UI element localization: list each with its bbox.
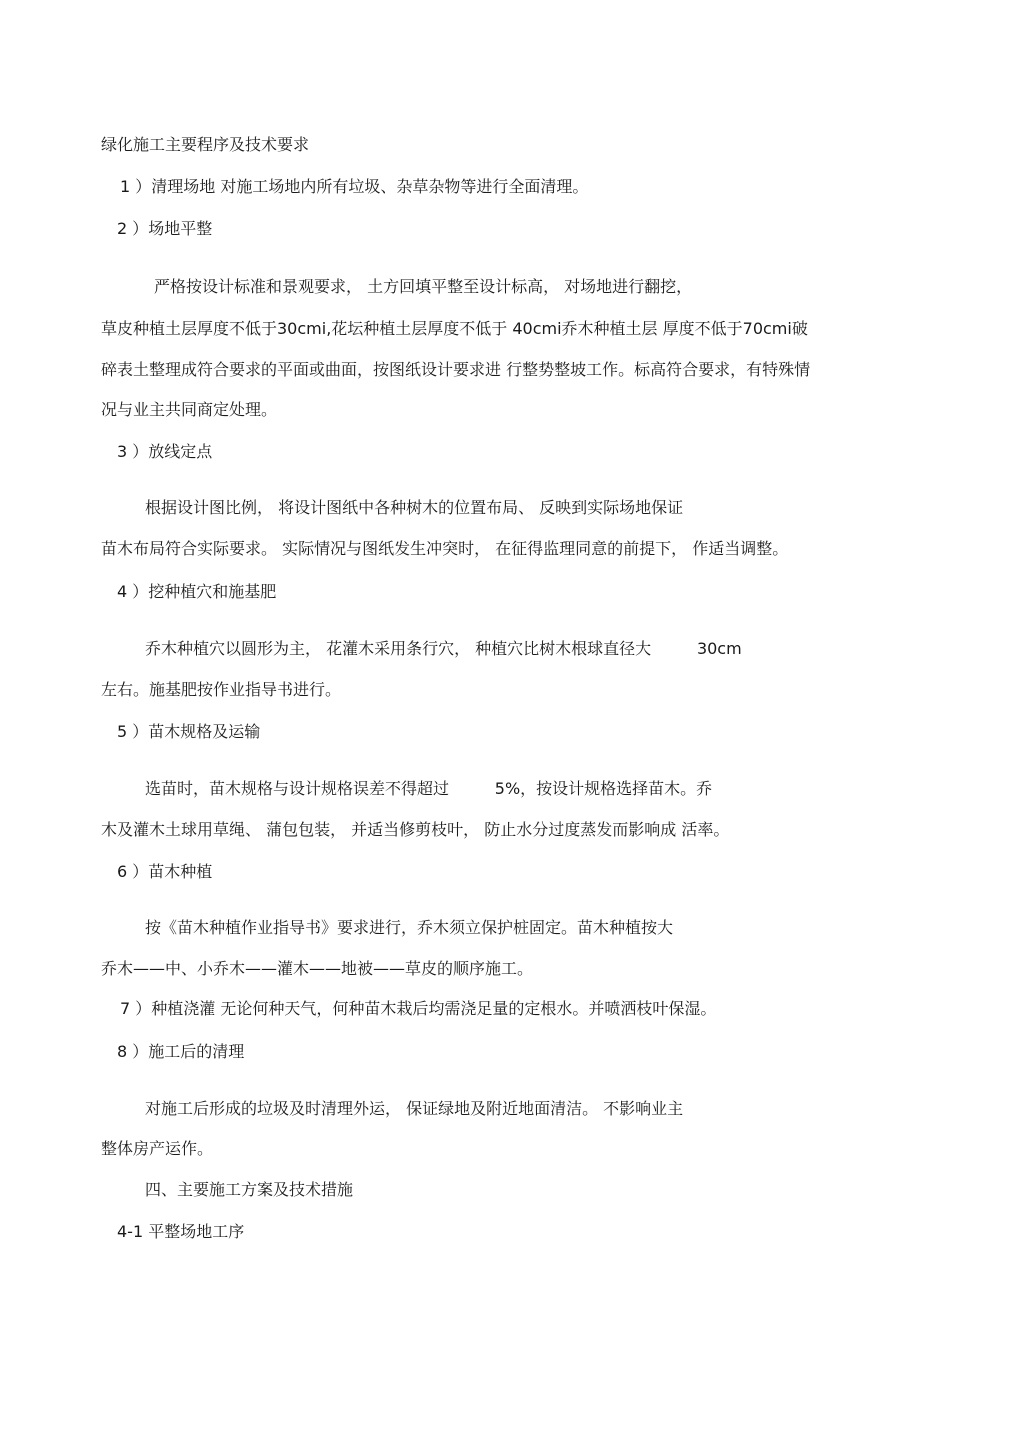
step-8-text-2: 整体房产运作。 bbox=[101, 1139, 214, 1158]
step-4-heading: 4 ）挖种植穴和施基肥 bbox=[117, 582, 277, 601]
step-2-text-4: 况与业主共同商定处理。 bbox=[101, 400, 278, 419]
step-2-heading: 2 ）场地平整 bbox=[117, 219, 213, 238]
step-8-heading: 8 ）施工后的清理 bbox=[117, 1042, 245, 1061]
step-5-text-2: 木及灌木土球用草绳、 蒲包包装， 并适当修剪枝叶， 防止水分过度蒸发而影响成 活率。 bbox=[101, 820, 730, 839]
step-4-text-1: 乔木种植穴以圆形为主， 花灌木采用条行穴， 种植穴比树木根球直径大 30cm bbox=[145, 639, 742, 658]
step-1: 1 ）清理场地 对施工场地内所有垃圾、杂草杂物等进行全面清理。 bbox=[120, 177, 589, 196]
step-3-heading: 3 ）放线定点 bbox=[117, 442, 213, 461]
step-2-text-1: 严格按设计标准和景观要求， 土方回填平整至设计标高， 对场地进行翻挖， bbox=[154, 277, 693, 296]
step-4-text-2: 左右。施基肥按作业指导书进行。 bbox=[101, 680, 342, 699]
step-6-text-1: 按《苗木种植作业指导书》要求进行，乔木须立保护桩固定。苗木种植按大 bbox=[145, 918, 674, 937]
section-4-heading: 四、主要施工方案及技术措施 bbox=[145, 1180, 354, 1199]
step-5-text-1: 选苗时，苗木规格与设计规格误差不得超过 5%，按设计规格选择苗木。乔 bbox=[145, 779, 713, 798]
step-5-heading: 5 ）苗木规格及运输 bbox=[117, 722, 261, 741]
doc-title: 绿化施工主要程序及技术要求 bbox=[101, 135, 310, 154]
step-6-text-2: 乔木——中、小乔木——灌木——地被——草皮的顺序施工。 bbox=[101, 959, 534, 978]
step-3-text-2: 苗木布局符合实际要求。 实际情况与图纸发生冲突时， 在征得监理同意的前提下， 作适当调整。 bbox=[101, 539, 789, 558]
step-2-text-3: 碎表土整理成符合要求的平面或曲面，按图纸设计要求进 行整势整坡工作。标高符合要求，有特殊情 bbox=[101, 360, 811, 379]
section-4-1-heading: 4-1 平整场地工序 bbox=[117, 1222, 245, 1241]
step-8-text-1: 对施工后形成的垃圾及时清理外运， 保证绿地及附近地面清洁。 不影响业主 bbox=[145, 1099, 684, 1118]
step-6-heading: 6 ）苗木种植 bbox=[117, 862, 213, 881]
step-7: 7 ）种植浇灌 无论何种天气，何种苗木栽后均需浇足量的定根水。并喷洒枝叶保湿。 bbox=[120, 999, 717, 1018]
step-2-text-2: 草皮种植土层厚度不低于30cmi,花坛种植土层厚度不低于 40cmi乔木种植土层 厚度不低于70cmi破 bbox=[101, 319, 808, 338]
step-3-text-1: 根据设计图比例， 将设计图纸中各种树木的位置布局、 反映到实际场地保证 bbox=[145, 498, 684, 517]
